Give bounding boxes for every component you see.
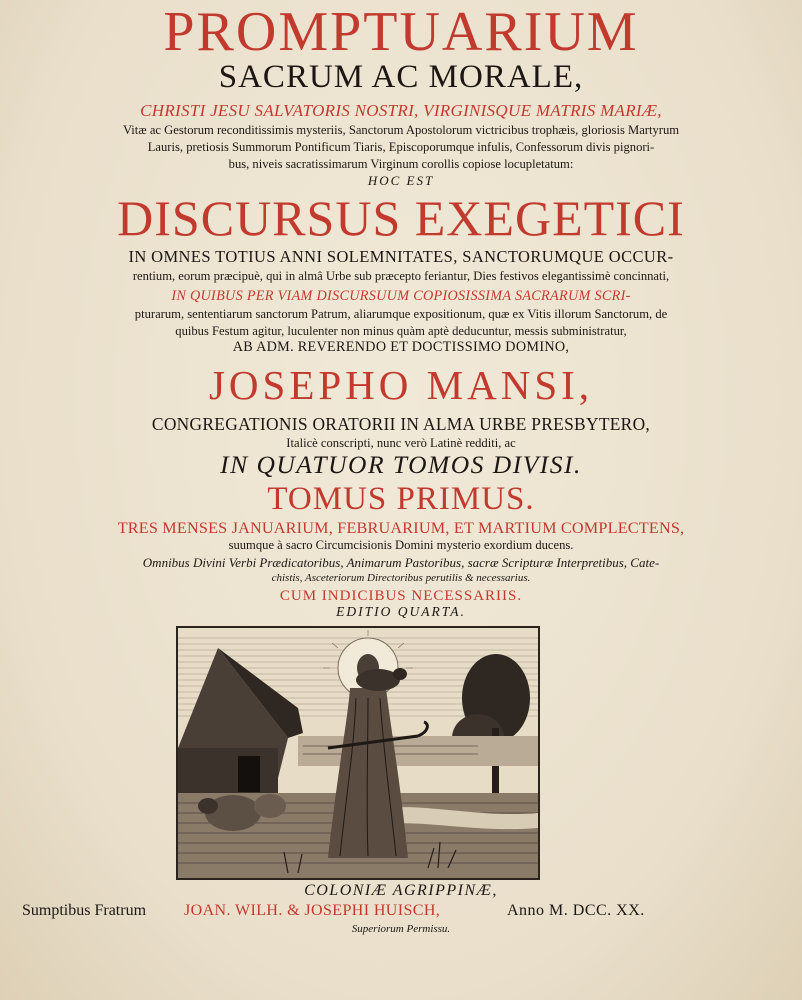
title-main: PROMPTUARIUM	[163, 1, 639, 63]
good-shepherd-woodcut	[176, 626, 540, 880]
suumque-line: suumque à sacro Circumcisionis Domini mysterio exordium ducens.	[228, 538, 574, 552]
description-line-1: Vitæ ac Gestorum reconditissimis mysteriis, Sanctorum Apostolorum victricibus trophæis, gloriosis Martyrum	[122, 123, 680, 137]
omnibus-line: Omnibus Divini Verbi Prædicatoribus, Animarum Pastoribus, sacræ Scripturæ Interpretibus, Cate-	[142, 555, 660, 570]
description-line-2: Lauris, pretiosis Summorum Pontificum Tiaris, Episcoporumque infulis, Confessorum divis pignori-	[147, 140, 655, 154]
author-name: JOSEPHO MANSI,	[208, 362, 594, 408]
imprint-printer: JOAN. WILH. & JOSEPHI HUISCH,	[184, 902, 441, 919]
tres-menses-line: TRES MENSES JANUARIUM, FEBRUARIUM, ET MARTIUM COMPLECTENS,	[117, 519, 685, 537]
italice-line: Italicè conscripti, nunc verò Latinè redditi, ac	[286, 436, 516, 450]
dedication-line: CHRISTI JESU SALVATORIS NOSTRI, VIRGINISQUE MATRIS MARIÆ,	[140, 101, 662, 120]
in-quibus-line-1: pturarum, sententiarum sanctorum Patrum, aliarumque expositionum, quæ ex Vitis illorum Sanctorum, de	[134, 307, 668, 321]
in-quibus-line: IN QUIBUS PER VIAM DISCURSUUM COPIOSISSIMA SACRARUM SCRI-	[171, 288, 631, 304]
imprint-city: COLONIÆ AGRIPPINÆ,	[304, 882, 498, 899]
in-quibus-line-2: quibus Festum agitur, luculenter non minus quàm aptè deducuntur, messis subministratur,	[175, 324, 627, 338]
tomos-line: IN QUATUOR TOMOS DIVISI.	[220, 450, 582, 479]
omnibus-continuation: chistis, Asceteriorum Directoribus perutilis & necessarius.	[271, 572, 531, 584]
editio-line: EDITIO QUARTA.	[336, 604, 466, 619]
imprint-permission: Superiorum Permissu.	[351, 923, 451, 935]
title-sub: SACRUM AC MORALE,	[218, 59, 584, 95]
congregation-line: CONGREGATIONIS ORATORII IN ALMA URBE PRESBYTERO,	[151, 414, 651, 434]
woodcut-illustration	[178, 628, 538, 878]
ab-adm-line: AB ADM. REVERENDO ET DOCTISSIMO DOMINO,	[232, 339, 570, 355]
imprint-sumptibus: Sumptibus Fratrum	[22, 902, 147, 919]
omnes-line: IN OMNES TOTIUS ANNI SOLEMNITATES, SANCTORUMQUE OCCUR-	[128, 247, 674, 266]
description-line-3: bus, niveis sacratissimarum Virginum corollis copiose locupletatum:	[228, 157, 574, 171]
indicibus-line: CUM INDICIBUS NECESSARIIS.	[279, 588, 523, 604]
imprint-year: Anno M. DCC. XX.	[507, 902, 645, 919]
discursus-title: DISCURSUS EXEGETICI	[117, 190, 685, 246]
hoc-est: HOC EST	[367, 173, 435, 188]
tomus-primus: TOMUS PRIMUS.	[267, 481, 535, 517]
omnes-continuation: rentium, eorum præcipuè, qui in almâ Urbe sub præcepto feriantur, Dies festivos elegantissimè concinnati,	[132, 269, 670, 283]
